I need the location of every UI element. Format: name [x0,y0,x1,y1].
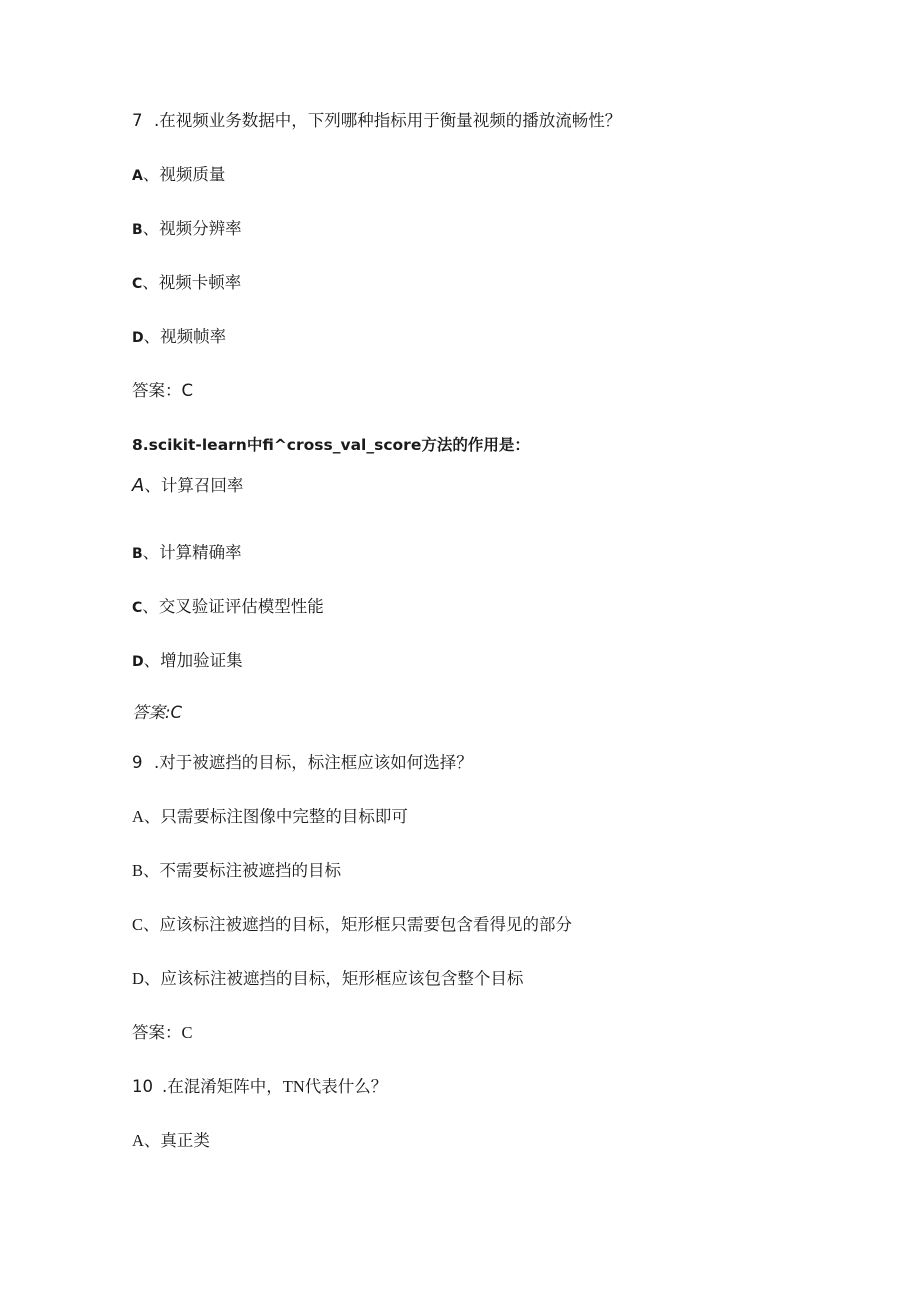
option-letter: A [132,475,145,496]
option-text: 交叉验证评估模型性能 [158,597,324,616]
option-text: 视频帧率 [160,327,227,346]
q9-option-d: D、应该标注被遮挡的目标，矩形框应该包含整个目标 [132,969,524,988]
question-number: 9 [132,753,143,772]
option-text: 视频质量 [159,165,226,184]
answer-label: 答案： [132,1023,182,1042]
option-letter: A [132,1131,144,1150]
option-letter: C [132,915,144,934]
question-9-stem [132,752,473,774]
q7-option-a: A、视频质量 [132,165,226,184]
q7-option-c: C、视频卡顿率 [132,273,242,292]
answer-value: C [181,1023,193,1042]
question-text-tn: TN [282,1077,305,1096]
option-letter: C [132,276,143,292]
option-letter: D [132,654,144,670]
question-text: .在视频业务数据中，下列哪种指标用于衡量视频的播放流畅性？ [154,111,622,130]
option-text: 不需要标注被遮挡的目标 [159,861,342,880]
option-letter: B [132,222,143,238]
q8-option-b: B、计算精确率 [132,543,242,562]
option-text: 只需要标注图像中完整的目标即可 [160,807,408,826]
option-text: 真正类 [160,1131,210,1150]
q9-option-a: A、只需要标注图像中完整的目标即可 [132,807,408,826]
q8-option-d: D、增加验证集 [132,651,243,670]
option-text: 计算精确率 [159,543,242,562]
q8-option-c: C、交叉验证评估模型性能 [132,597,324,616]
question-7-stem [132,110,621,132]
option-letter: D [132,969,144,988]
question-number: 10 [132,1077,153,1096]
option-letter: B [132,546,143,562]
question-text-prefix: .在混淆矩阵中， [162,1077,283,1096]
option-text: 视频卡顿率 [158,273,242,292]
q7-option-b: B、视频分辨率 [132,219,242,238]
option-letter: A [132,168,143,184]
option-letter: C [132,600,143,616]
question-text-suffix: 代表什么？ [304,1077,388,1096]
q9-answer [132,1022,193,1044]
q8-option-a: A、计算召回率 [132,475,244,496]
option-text: 视频分辨率 [159,219,242,238]
q10-option-a: A、真正类 [132,1131,210,1150]
q7-answer: 答案：C [132,381,194,400]
option-letter: A [132,807,144,826]
option-text: 计算召回率 [160,476,244,495]
option-text: 增加验证集 [160,651,243,670]
q9-option-c: C、应该标注被遮挡的目标，矩形框只需要包含看得见的部分 [132,915,573,934]
option-letter: B [132,861,144,880]
q9-option-b: B、不需要标注被遮挡的目标 [132,861,342,880]
q8-answer: 答案:C [132,703,183,722]
q7-option-d: D、视频帧率 [132,327,227,346]
option-text: 应该标注被遮挡的目标，矩形框只需要包含看得见的部分 [159,915,573,934]
question-8-stem: 8.scikit-learn中fi^cross_val_score方法的作用是： [132,436,530,454]
question-10-stem [132,1076,387,1098]
question-number: 7 [132,111,143,130]
option-text: 应该标注被遮挡的目标，矩形框应该包含整个目标 [160,969,524,988]
option-letter: D [132,330,144,346]
question-text: .对于被遮挡的目标，标注框应该如何选择？ [154,753,473,772]
